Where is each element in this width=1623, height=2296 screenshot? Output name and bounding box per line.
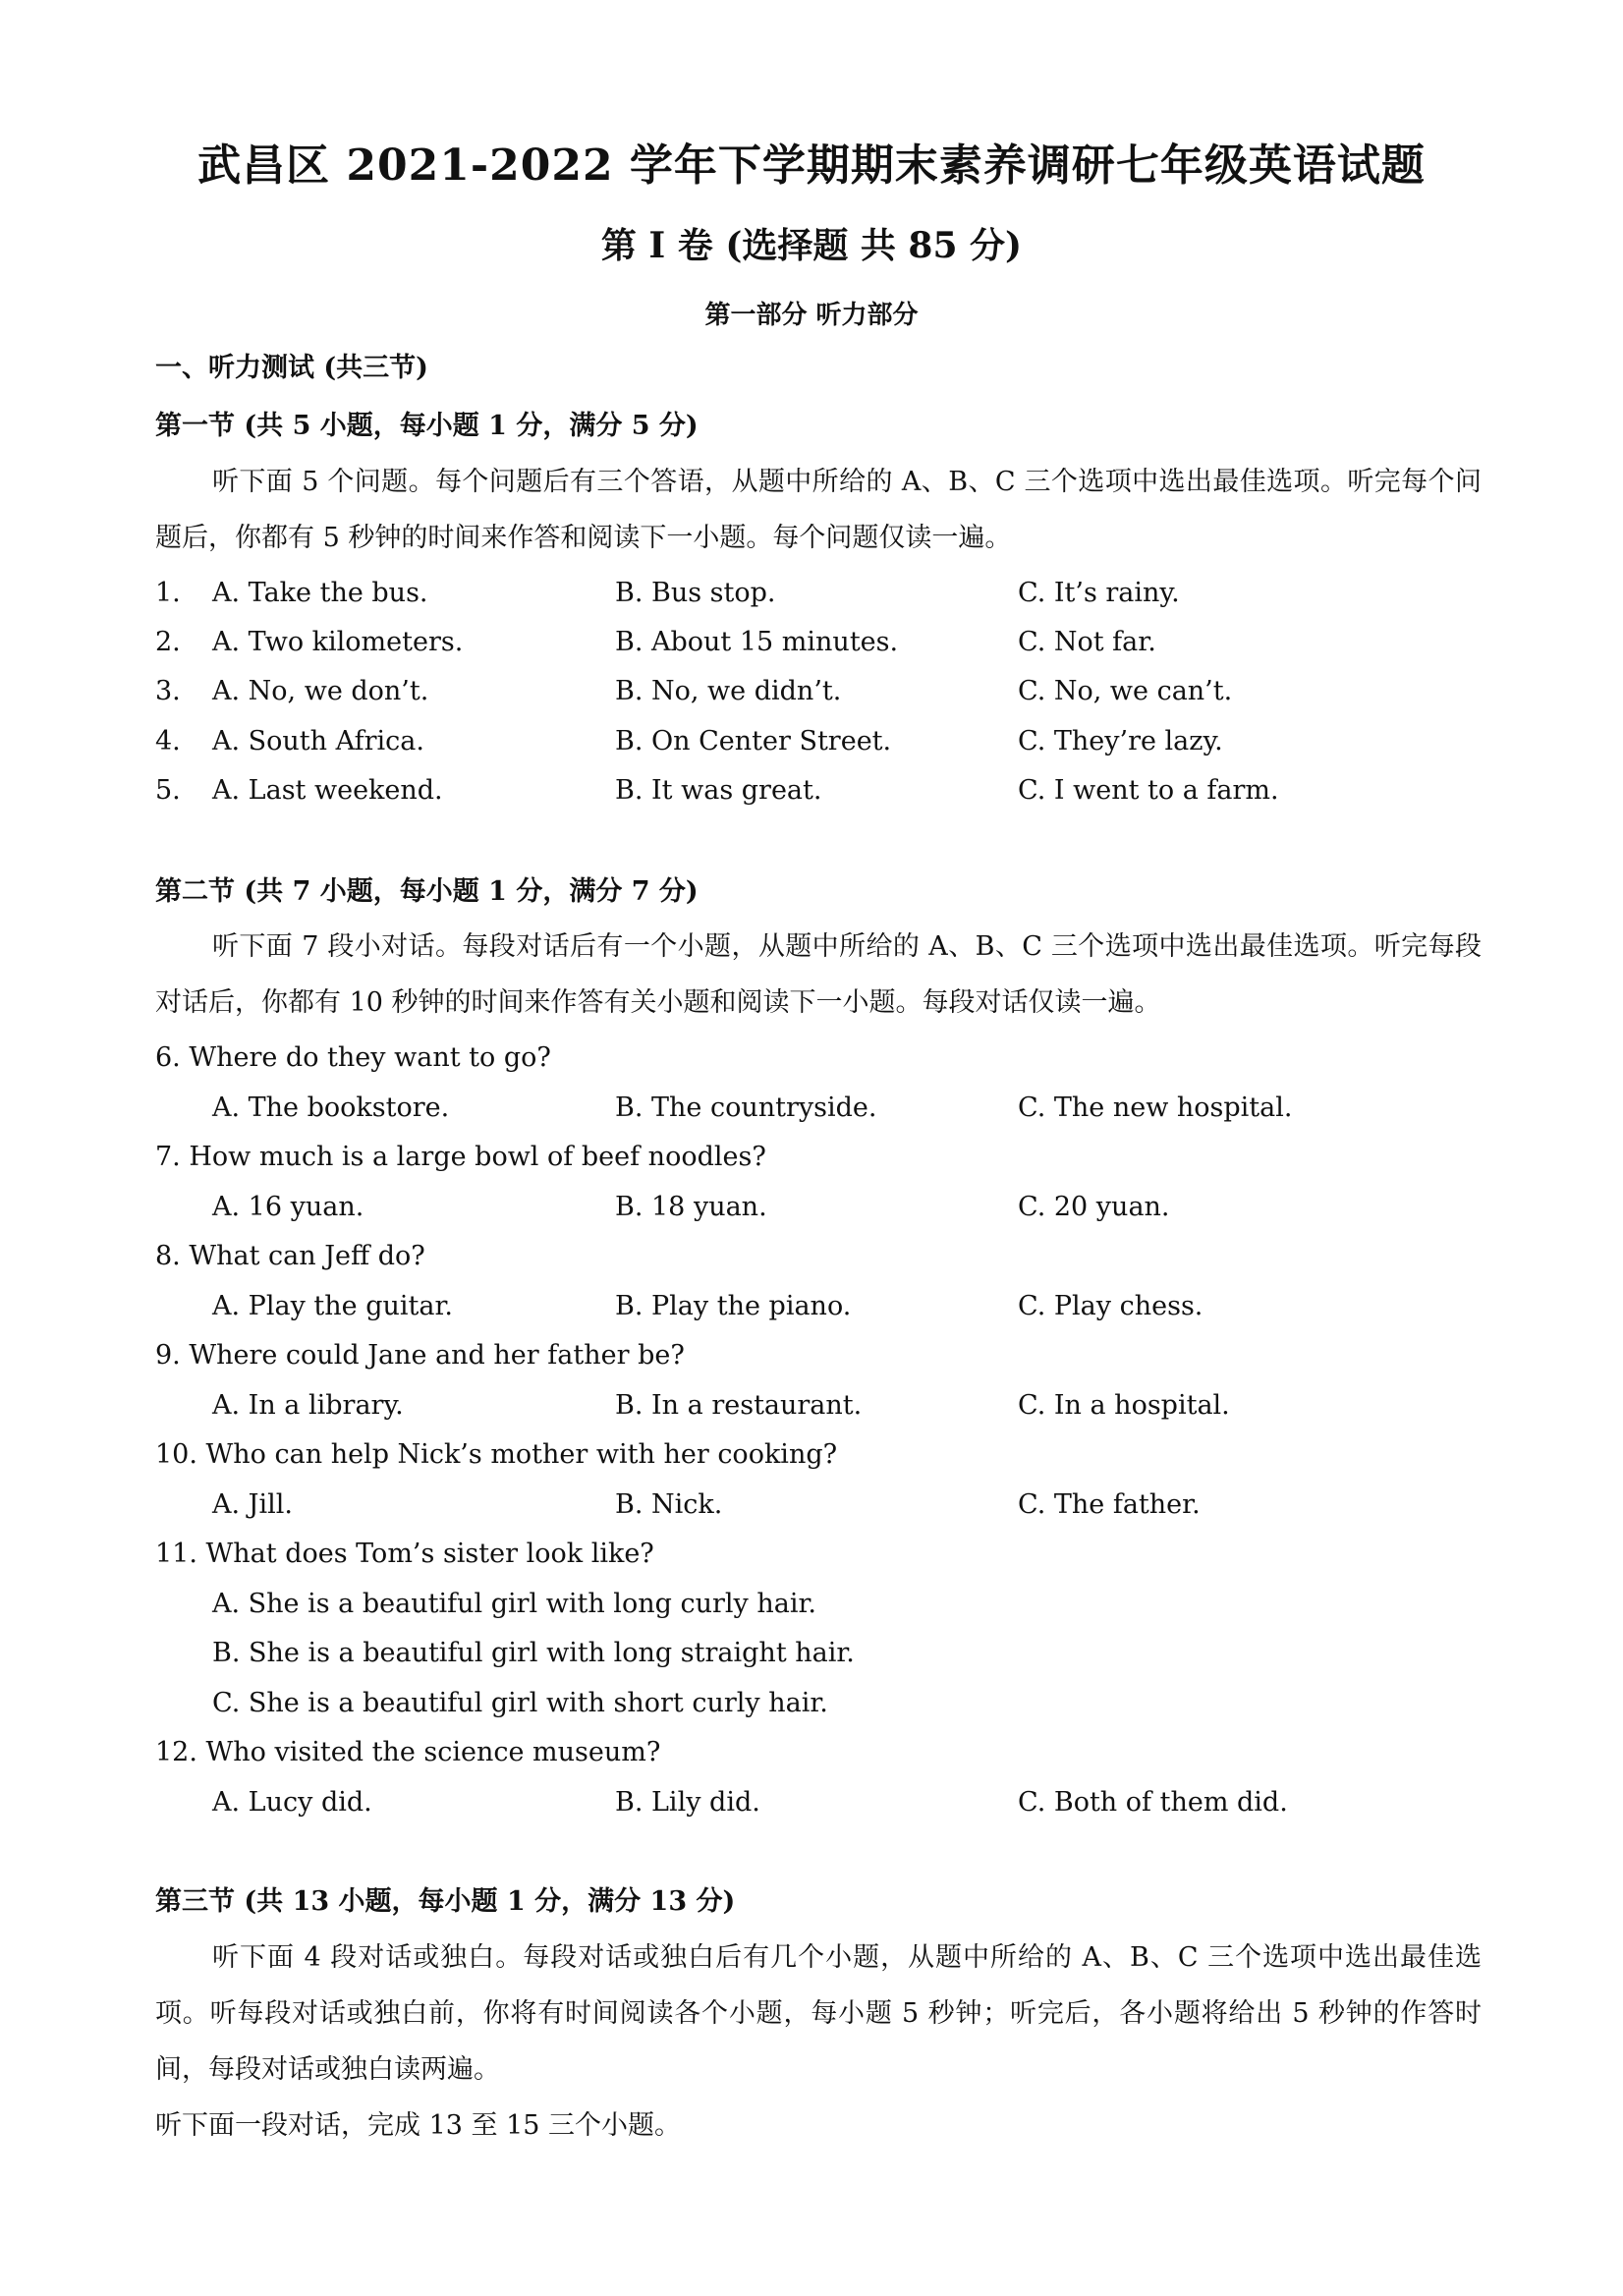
option-c: C. 20 yuan. [1018,1192,1170,1222]
option-b: B. 18 yuan. [615,1192,767,1222]
question-10: 10. Who can help Nick’s mother with her cooking? [155,1439,838,1470]
option-b: B. In a restaurant. [615,1390,863,1421]
question-row [155,674,1531,709]
option-c: C. In a hospital. [1018,1390,1230,1421]
option-c: C. It’s rainy. [1018,578,1180,608]
section-3-next-instruction: 听下面一段对话，完成 13 至 15 三个小题。 [155,2110,682,2141]
option-c: C. She is a beautiful girl with short curly hair. [212,1688,828,1718]
question-number: 3. [155,676,181,706]
options-row [155,1388,1531,1424]
option-a: A. Jill. [212,1489,293,1520]
option-a: A. In a library. [212,1390,404,1421]
option-c: C. The new hospital. [1018,1092,1293,1123]
question-11: 11. What does Tom’s sister look like? [155,1539,654,1569]
question-8: 8. What can Jeff do? [155,1241,425,1271]
section-2-heading: 第二节 (共 7 小题，每小题 1 分，满分 7 分) [155,876,699,907]
option-b: B. Lily did. [615,1787,760,1818]
option-c: C. Not far. [1018,627,1156,657]
volume-subtitle: 第 I 卷 (选择题 共 85 分) [600,225,1023,266]
option-a: A. No, we don’t. [212,676,429,706]
question-7: 7. How much is a large bowl of beef noodles? [155,1142,766,1172]
option-a: A. Last weekend. [212,775,443,806]
options-row [155,1091,1531,1126]
question-number: 4. [155,726,181,756]
question-row [155,773,1531,809]
option-b: B. It was great. [615,775,822,806]
option-a: A. Take the bus. [212,578,428,608]
option-c: C. They’re lazy. [1018,726,1223,756]
exam-title: 武昌区 2021-2022 学年下学期期末素养调研七年级英语试题 [197,140,1426,191]
options-row [155,1289,1531,1324]
question-6: 6. Where do they want to go? [155,1042,551,1073]
section-1-heading: 第一节 (共 5 小题，每小题 1 分，满分 5 分) [155,411,699,441]
option-a: A. Play the guitar. [212,1291,453,1321]
question-number: 5. [155,775,181,806]
option-a: A. South Africa. [212,726,424,756]
question-9: 9. Where could Jane and her father be? [155,1340,685,1371]
option-b: B. She is a beautiful girl with long straight hair. [212,1638,855,1668]
option-c: C. Play chess. [1018,1291,1203,1321]
option-c: C. Both of them did. [1018,1787,1288,1818]
option-b: B. Play the piano. [615,1291,852,1321]
section-2-instructions: 听下面 7 段小对话。每段对话后有一个小题，从题中所给的 A、B、C 三个选项中选出最佳选项。听完每段对话后，你都有 10 秒钟的时间来作答有关小题和阅读下一小题。每段对话仅读一遍。 [155,931,1482,1018]
question-row [155,576,1531,611]
part-heading: 第一部分 听力部分 [704,301,919,330]
option-c: C. The father. [1018,1489,1201,1520]
option-a: A. Lucy did. [212,1787,372,1818]
option-a: A. 16 yuan. [212,1192,364,1222]
option-b: B. On Center Street. [615,726,892,756]
option-a: A. Two kilometers. [212,627,464,657]
option-a: A. The bookstore. [212,1092,450,1123]
option-b: B. About 15 minutes. [615,627,899,657]
options-row [155,1785,1531,1820]
question-12: 12. Who visited the science museum? [155,1737,661,1767]
question-number: 2. [155,627,181,657]
option-b: B. Bus stop. [615,578,776,608]
section-3-instructions: 听下面 4 段对话或独白。每段对话或独白后有几个小题，从题中所给的 A、B、C 三个选项中选出最佳选项。听每段对话或独白前，你将有时间阅读各个小题，每小题 5 秒钟；听完后，各小题将给出 5 秒钟的作答时间，每段对话或独白读两遍。 [155,1942,1482,2085]
options-row [155,1190,1531,1225]
question-row [155,625,1531,660]
section-heading: 一、听力测试 (共三节) [155,353,428,383]
option-c: C. No, we can’t. [1018,676,1233,706]
option-b: B. The countryside. [615,1092,877,1123]
question-number: 1. [155,578,181,608]
section-3-heading: 第三节 (共 13 小题，每小题 1 分，满分 13 分) [155,1886,736,1917]
option-a: A. She is a beautiful girl with long curly hair. [212,1589,816,1619]
option-c: C. I went to a farm. [1018,775,1279,806]
option-b: B. Nick. [615,1489,723,1520]
options-row [155,1487,1531,1523]
question-row [155,724,1531,759]
section-1-instructions: 听下面 5 个问题。每个问题后有三个答语，从题中所给的 A、B、C 三个选项中选出最佳选项。听完每个问题后，你都有 5 秒钟的时间来作答和阅读下一小题。每个问题仅读一遍。 [155,467,1482,553]
option-b: B. No, we didn’t. [615,676,842,706]
